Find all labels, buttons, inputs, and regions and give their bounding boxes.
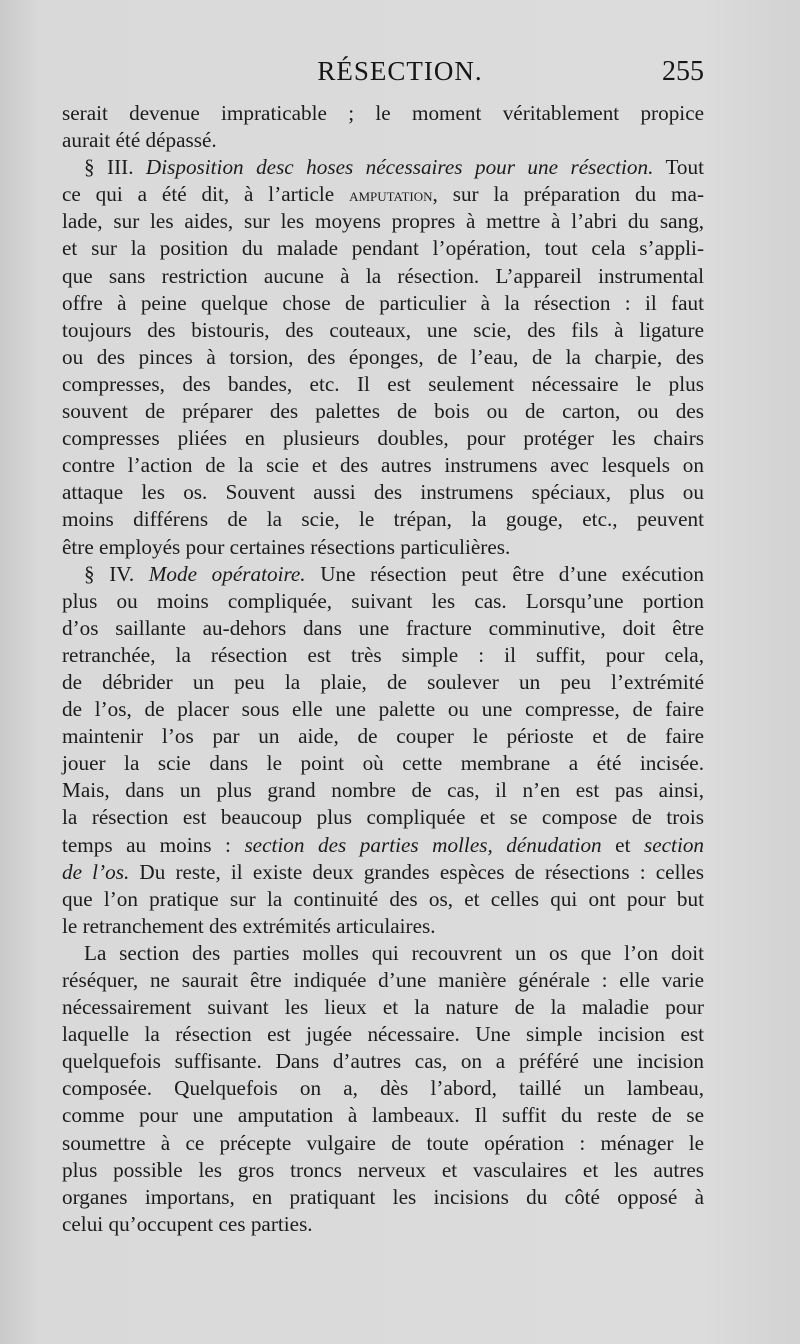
text-line [62,642,704,669]
text-line [62,886,704,913]
text-run: et sur la position du malade pendant l’opération, tout cela s’appli- [62,236,704,261]
text-line [62,615,704,642]
text-line [62,263,704,290]
text-run: d’os saillante au-dehors dans une fracture comminutive, doit être [62,615,704,640]
text-line [62,1157,704,1184]
text-line [62,344,704,371]
text-line [62,371,704,398]
text-run: réséquer, ne saurait être indiquée d’une manière générale : elle varie [62,968,704,992]
text-run: nécessairement suivant les lieux et la nature de la maladie pour [62,995,704,1020]
text-line [62,750,704,777]
text-line [62,154,704,181]
text-line [62,859,704,886]
text-run: , sur la préparation du ma- [432,182,704,207]
text-line [62,723,704,750]
text-run: être employés pour certaines résections particulières. [62,534,511,559]
text-run: de l’os, de placer sous elle une palette ou une compresse, de faire [62,697,704,722]
text-line [62,100,704,127]
text-run: plus possible les gros troncs nerveux et vasculaires et les autres [62,1157,704,1182]
page-header [0,56,800,90]
text-line [62,994,704,1021]
text-line [62,1211,704,1238]
text-run: de débrider un peu la plaie, de soulever un peu l’extrémité [62,669,704,694]
text-line [62,425,704,452]
text-line [62,561,704,588]
text-line [62,1075,704,1102]
text-run: souvent de préparer des palettes de bois ou de carton, ou des [62,399,704,424]
text-run: Du reste, il existe deux grandes espèces de résections : celles [129,859,705,884]
text-line [62,506,704,533]
text-run: organes importans, en pratiquant les incisions du côté opposé à [62,1184,704,1209]
text-run: amputation [349,185,433,207]
text-line [62,1184,704,1211]
text-run: que sans restriction aucune à la résection. L’appareil instrumental [62,263,704,288]
text-line [62,804,704,831]
text-run: compresses pliées en plusieurs doubles, pour protéger les chairs [62,426,704,451]
text-run: laquelle la résection est jugée nécessaire. Une simple incision est [62,1022,704,1047]
running-title: RÉSECTION. [317,56,483,86]
text-run: temps au moins : [62,832,245,857]
text-line [62,452,704,479]
text-run: aurait été dépassé. [62,128,217,153]
body-text [62,100,704,1238]
text-line [62,696,704,723]
text-run: comme pour une amputation à lambeaux. Il suffit du reste de se [62,1103,704,1128]
text-line [62,669,704,696]
text-run: lade, sur les aides, sur les moyens propres à mettre à l’abri du sang, [62,209,704,234]
text-run: soumettre à ce précepte vulgaire de toute opération : ménager le [62,1130,704,1155]
text-run: celui qu’occupent ces parties. [62,1211,313,1236]
text-line [62,127,704,154]
text-run: que l’on pratique sur la continuité des os, et celles qui ont pour but [62,886,704,911]
text-run: retranchée, la résection est très simple : il suffit, pour cela, [62,642,704,667]
text-run: jouer la scie dans le point où cette membrane a été incisée. [62,751,704,776]
text-run: compresses, des bandes, etc. Il est seulement nécessaire le plus [62,371,704,396]
text-run: moins différens de la scie, le trépan, la gouge, etc., peuvent [62,507,704,532]
text-line [62,534,704,561]
text-line [62,235,704,262]
text-run: et [601,832,644,857]
text-run: serait devenue impraticable ; le moment véritablement propice [62,101,704,125]
text-run: § IV. [84,561,149,586]
text-line [62,1048,704,1075]
text-run: toujours des bistouris, des couteaux, une scie, des fils à ligature [62,317,704,342]
text-line [62,1021,704,1048]
text-run: Mais, dans un plus grand nombre de cas, il n’en est pas ainsi, [62,778,704,803]
text-run: ce qui a été dit, à l’article [62,182,350,207]
text-run: plus ou moins compliquée, suivant les cas. Lorsqu’une portion [62,588,704,613]
text-run: § III. [84,155,146,180]
text-line [62,588,704,615]
text-run: Disposition desc hoses nécessaires pour une résection. [145,155,654,180]
text-run: ou des pinces à torsion, des éponges, de l’eau, de la charpie, des [62,344,704,369]
text-run: quelquefois suffisante. Dans d’autres cas, on a préféré une incision [62,1049,704,1074]
text-run: La section des parties molles qui recouvrent un os que l’on doit [84,940,704,965]
text-line [62,208,704,235]
text-line [62,777,704,804]
text-line [62,940,704,967]
text-line [62,479,704,506]
text-run: Mode opératoire. [148,561,306,586]
page-number: 255 [662,56,704,87]
text-run: la résection est beaucoup plus compliquée et se compose de trois [62,805,704,830]
text-run: section [644,832,705,857]
text-run: Tout [653,155,705,180]
text-line [62,967,704,994]
text-run: composée. Quelquefois on a, dès l’abord, taillé un lambeau, [62,1076,704,1101]
text-line [62,1102,704,1129]
text-run: section des parties molles, dénudation [244,832,602,857]
text-run: de l’os. [62,859,130,884]
text-run: le retranchement des extrémités articulaires. [62,913,436,938]
text-run: maintenir l’os par un aide, de couper le périoste et de faire [62,724,704,749]
text-run: Une résection peut être d’une exécution [305,561,704,586]
text-run: offre à peine quelque chose de particulier à la résection : il faut [62,290,704,315]
text-line [62,290,704,317]
text-run: contre l’action de la scie et des autres instrumens avec lesquels on [62,453,704,478]
text-line [62,181,704,208]
text-line [62,913,704,940]
text-line [62,398,704,425]
text-line [62,832,704,859]
text-line [62,317,704,344]
text-line [62,1130,704,1157]
text-run: attaque les os. Souvent aussi des instrumens spéciaux, plus ou [62,480,704,505]
